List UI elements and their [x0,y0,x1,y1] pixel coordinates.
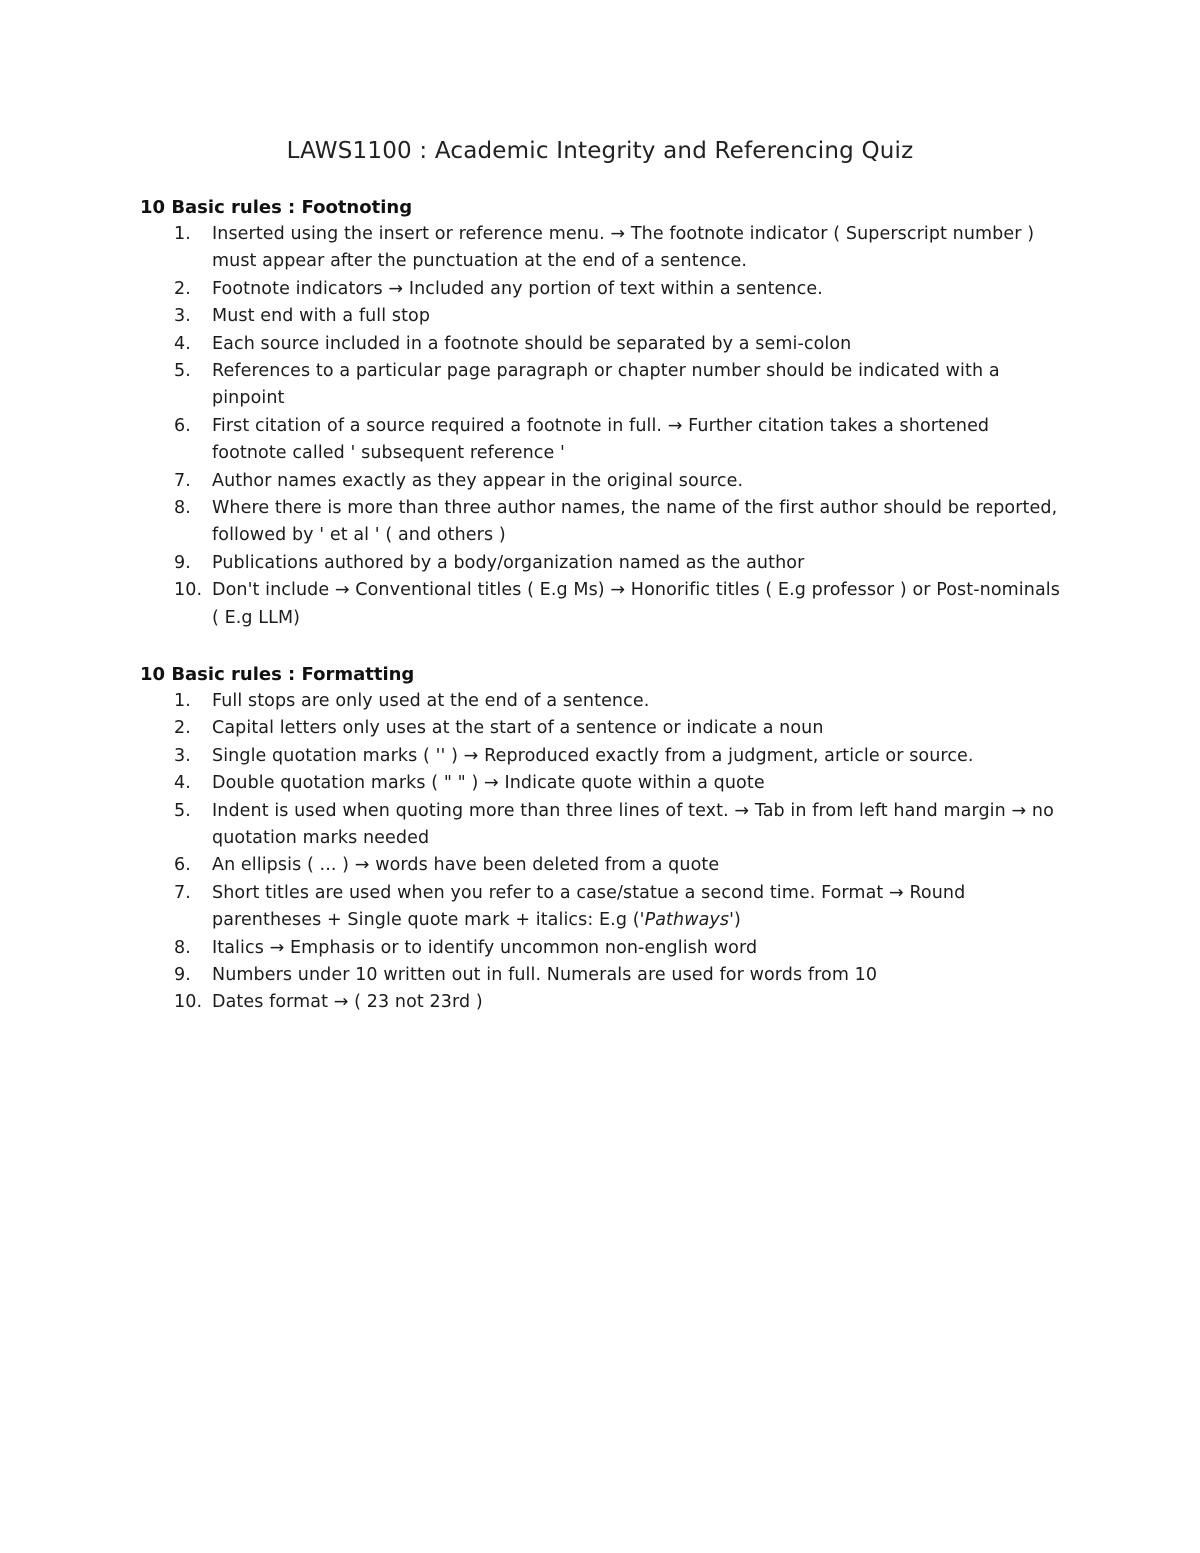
section-formatting [140,661,1060,1017]
list-text: Each source included in a footnote should be separated by a semi-colon [212,333,852,354]
list-number: 1. [174,691,191,711]
list-item [140,413,1060,468]
list-text: Numbers under 10 written out in full. Numerals are used for words from 10 [212,965,878,986]
list-number: 10. [174,992,203,1013]
list-text: An ellipsis ( ... ) → words have been deleted from a quote [212,855,720,876]
section-heading: 10 Basic rules : Footnoting [140,197,413,218]
page-title: LAWS1100 : Academic Integrity and Referencing Quiz [286,138,914,164]
list-item [140,743,1060,770]
list-number: 6. [174,855,191,876]
list-item [140,852,1060,879]
section-heading: 10 Basic rules : Formatting [140,664,415,685]
list-item [140,221,1060,276]
list-number: 4. [174,333,191,354]
section-footnoting [140,194,1060,632]
list-text: Dates format → ( 23 not 23rd ) [212,992,483,1013]
list-number: 8. [174,937,191,958]
list-item [140,770,1060,797]
list-item [140,303,1060,330]
list-text: Single quotation marks ( '' ) → Reproduced exactly from a judgment, article or source. [212,745,974,766]
list-item [140,962,1060,989]
list-number: 9. [174,552,191,573]
list-text: Short titles are used when you refer to a case/statue a second time. Format → Round parentheses + Single quote mark + italics: E.g ( [212,882,966,931]
list-number: 6. [174,415,191,436]
list-item [140,276,1060,303]
list-text: Indent is used when quoting more than three lines of text. → Tab in from left hand margin → no quotation marks needed [212,800,1054,849]
list-text: Italics → Emphasis or to identify uncommon non-english word [212,937,758,958]
list-number: 5. [174,361,191,382]
list-item [140,550,1060,577]
list-number: 9. [174,965,191,986]
list-number: 2. [174,718,191,739]
list-text: Must end with a full stop [212,306,431,327]
list-number: 3. [174,306,191,327]
list-number: 2. [174,278,191,299]
rules-list [140,221,1060,632]
list-item [140,880,1060,935]
list-item [140,468,1060,495]
rules-list [140,688,1060,1017]
list-text: Inserted using the insert or reference menu. → The footnote indicator ( Superscript number ) must appear after the punctuation at the end of a sentence. [212,224,1035,272]
list-item [140,935,1060,962]
list-number: 7. [174,882,191,903]
list-text: Footnote indicators → Included any portion of text within a sentence. [212,278,823,299]
list-text: Where there is more than three author names, the name of the first author should be reported, followed by ' et al ' ( and others ) [212,498,1058,546]
list-text: Capital letters only uses at the start of a sentence or indicate a noun [212,718,824,739]
list-item [140,358,1060,413]
list-number: 1. [174,224,191,244]
list-text: Double quotation marks ( " " ) → Indicate quote within a quote [212,773,765,794]
list-text: Full stops are only used at the end of a sentence. [212,691,650,711]
list-item [140,798,1060,853]
list-number: 3. [174,745,191,766]
list-item [140,495,1060,550]
list-number: 5. [174,800,191,821]
list-text: Author names exactly as they appear in the original source. [212,470,744,491]
list-text: Don't include → Conventional titles ( E.g Ms) → Honorific titles ( E.g professor ) or Post-nominals ( E.g LLM) [212,580,1060,628]
list-item [140,688,1060,715]
list-item [140,331,1060,358]
list-item [140,715,1060,742]
list-number: 10. [174,580,203,601]
list-text: First citation of a source required a footnote in full. → Further citation takes a shortened footnote called ' subsequent reference ' [212,415,990,464]
list-item [140,577,1060,632]
list-text-after: ) [734,910,741,931]
list-text-italic: 'Pathways' [639,910,735,931]
list-number: 8. [174,498,191,519]
list-number: 4. [174,773,191,794]
list-text: Publications authored by a body/organization named as the author [212,552,805,573]
list-number: 7. [174,470,191,491]
list-text: References to a particular page paragraph or chapter number should be indicated with a pinpoint [212,361,1000,409]
list-item [140,989,1060,1016]
